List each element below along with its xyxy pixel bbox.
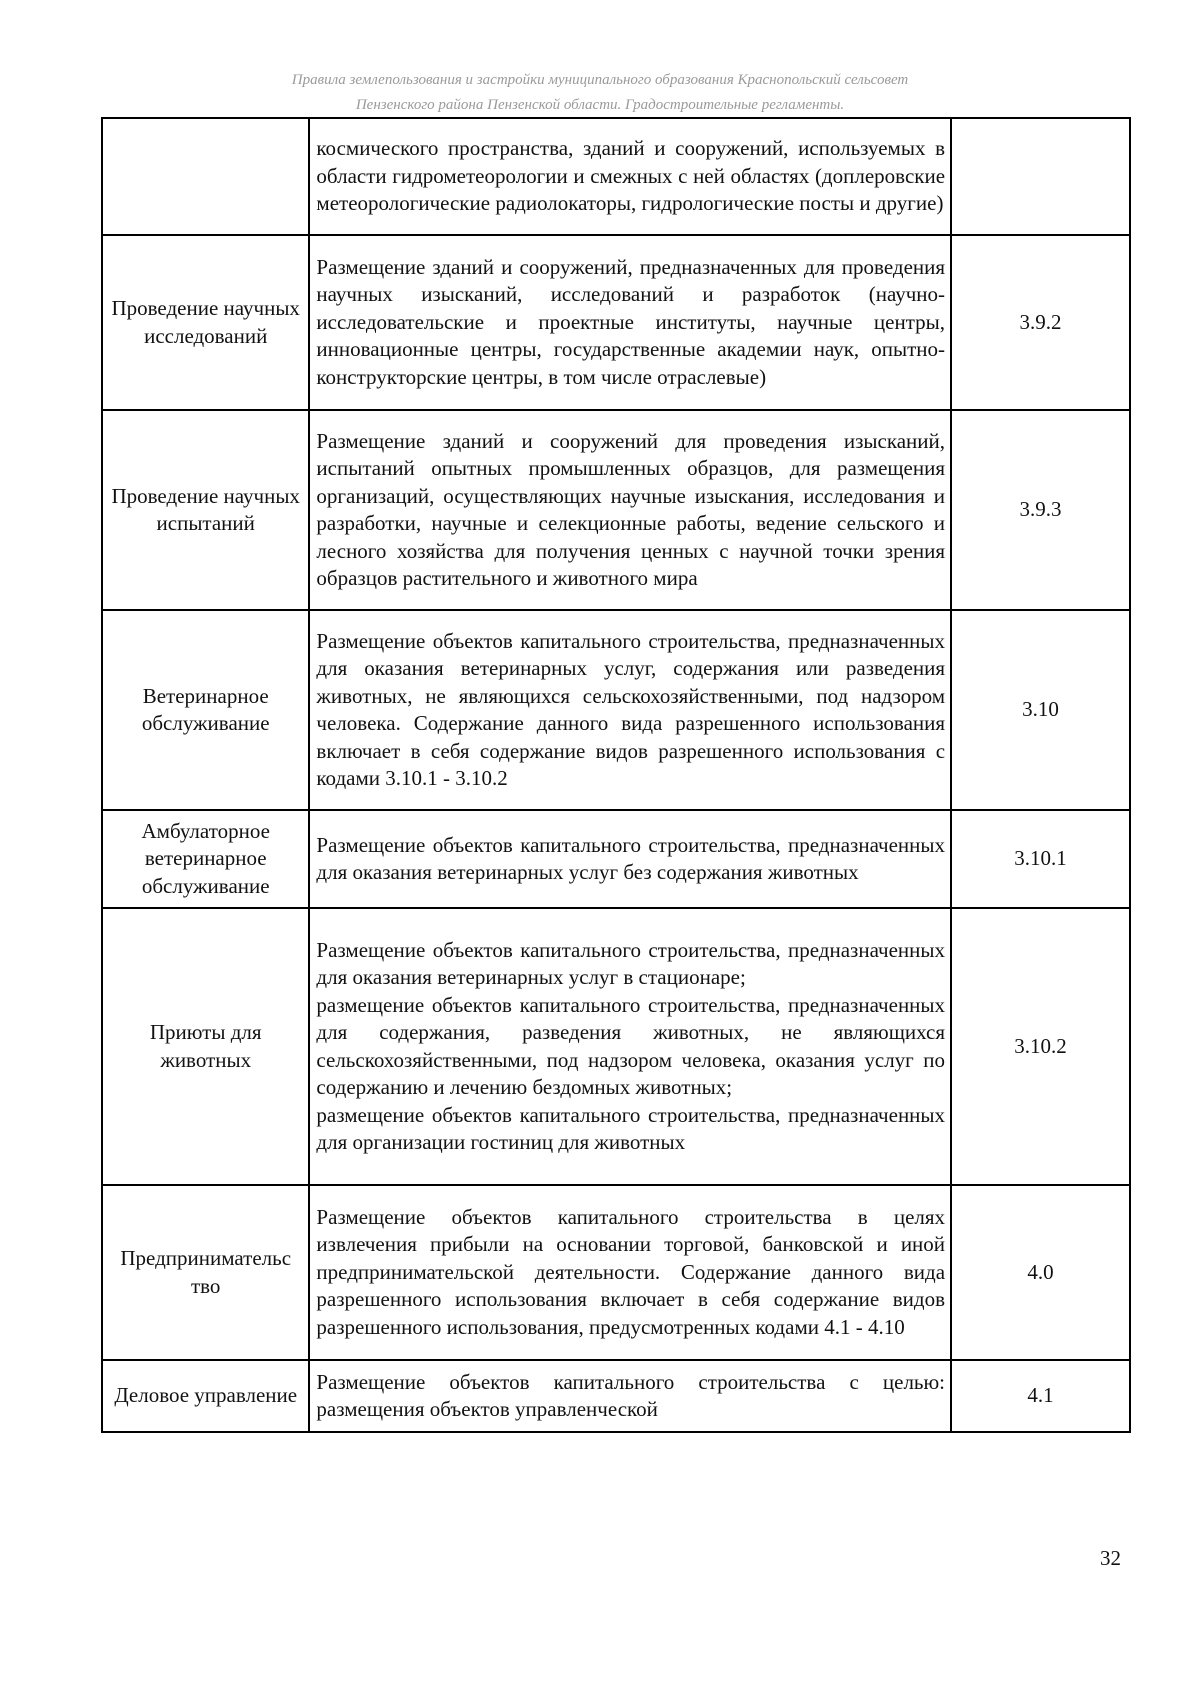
use-type-description — [309, 810, 951, 908]
header-line-1: Правила землепользования и застройки муниципального образования Краснопольский сельсовет — [291, 72, 909, 88]
table-row — [102, 810, 1130, 908]
header-line-2: Пензенского района Пензенской области. Градостроительные регламенты. — [355, 97, 845, 113]
description-paragraph: Размещение объектов капитального строительства с целью: размещения объектов управленческой — [316, 1369, 946, 1421]
table-row — [102, 1185, 1130, 1360]
use-type-name: Амбулаторное ветеринарное обслуживание — [102, 810, 309, 908]
use-type-name: Ветеринарное обслуживание — [102, 610, 309, 810]
description-paragraph: Размещение объектов капитального строительства в целях извлечения прибыли на основании торговой, банковской и иной предпринимательской деятельности. Содержание данного вида разрешенного использования включает в себя содержание видов разрешенного использования, предусмотренных кодами 4.1 - 4.10 — [316, 1204, 946, 1339]
table-row — [102, 410, 1130, 610]
description-paragraph: Размещение зданий и сооружений, предназначенных для проведения научных изысканий, исследований и разработок (научно-исследовательские и проектные институты, научные центры, инновационные центры, государственные академии наук, опытно-конструкторские центры, в том числе отраслевые) — [316, 254, 946, 389]
use-type-description — [309, 235, 951, 410]
use-type-code: 3.10 — [951, 610, 1130, 810]
table-row — [102, 610, 1130, 810]
use-type-code — [951, 118, 1130, 235]
use-type-name: Деловое управление — [102, 1360, 309, 1432]
use-type-description — [309, 1185, 951, 1360]
description-paragraph: Размещение зданий и сооружений для проведения изысканий, испытаний опытных промышленных образцов, для размещения организаций, осуществляющих научные изыскания, исследования и разработки, научные и селекционные работы, ведение сельского и лесного хозяйства для получения ценных с научной точки зрения образцов растительного и животного мира — [316, 428, 946, 590]
table-row — [102, 118, 1130, 235]
use-type-name — [102, 118, 309, 235]
description-paragraph: космического пространства, зданий и сооружений, используемых в области гидрометеорологии и смежных с ней областях (доплеровские метеорологические радиолокаторы, гидрологические посты и другие) — [316, 136, 946, 216]
description-paragraph: размещение объектов капитального строительства, предназначенных для содержания, разведения животных, не являющихся сельскохозяйственными, под надзором человека, оказания услуг по содержанию и лечению бездомных животных; — [316, 992, 946, 1099]
use-type-description — [309, 118, 951, 235]
page-number: 32 — [1100, 1546, 1121, 1570]
page-header — [0, 68, 1200, 118]
use-type-code: 4.0 — [951, 1185, 1130, 1360]
use-type-code: 3.10.2 — [951, 908, 1130, 1185]
use-type-description — [309, 410, 951, 610]
description-paragraph: Размещение объектов капитального строительства, предназначенных для оказания ветеринарных услуг без содержания животных — [316, 832, 946, 884]
use-type-description — [309, 908, 951, 1185]
use-type-name: Проведение научных исследований — [102, 235, 309, 410]
use-type-description — [309, 1360, 951, 1432]
use-type-name: Предпринимательс тво — [102, 1185, 309, 1360]
use-type-code: 3.9.2 — [951, 235, 1130, 410]
table-row — [102, 908, 1130, 1185]
description-paragraph: Размещение объектов капитального строительства, предназначенных для оказания ветеринарных услуг в стационаре; — [316, 937, 946, 989]
use-type-code: 4.1 — [951, 1360, 1130, 1432]
use-type-code: 3.10.1 — [951, 810, 1130, 908]
use-type-code: 3.9.3 — [951, 410, 1130, 610]
description-paragraph: Размещение объектов капитального строительства, предназначенных для оказания ветеринарных услуг, содержания или разведения животных, не являющихся сельскохозяйственными, под надзором человека. Содержание данного вида разрешенного использования включает в себя содержание видов разрешенного использования с кодами 3.10.1 - 3.10.2 — [316, 628, 946, 790]
use-type-name: Приюты для животных — [102, 908, 309, 1185]
use-type-description — [309, 610, 951, 810]
table-row — [102, 1360, 1130, 1432]
land-use-table — [101, 117, 1131, 1433]
use-type-name: Проведение научных испытаний — [102, 410, 309, 610]
description-paragraph: размещение объектов капитального строительства, предназначенных для организации гостиниц для животных — [316, 1102, 946, 1154]
table-row — [102, 235, 1130, 410]
